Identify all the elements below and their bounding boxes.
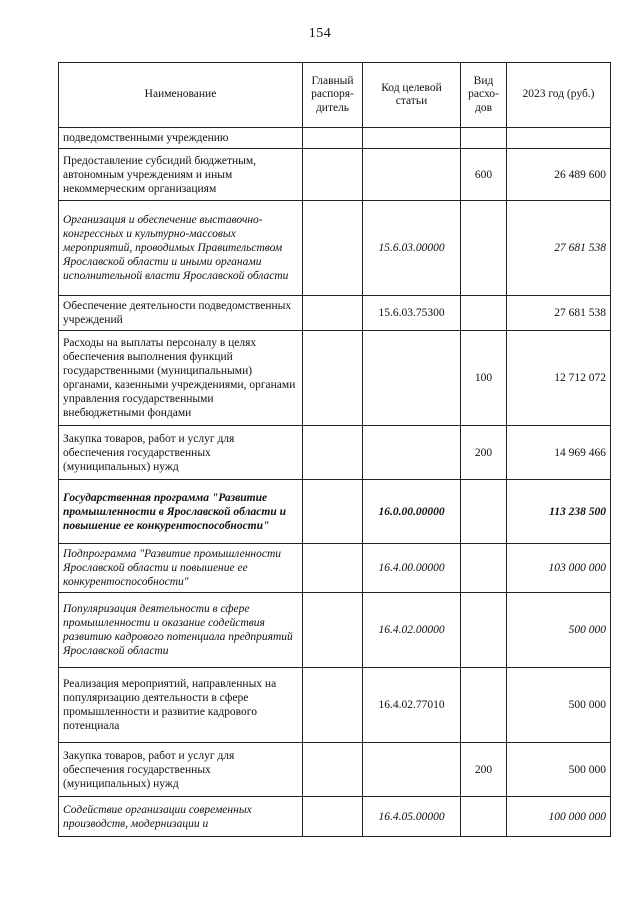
row-expense-type-cell: 600 <box>461 149 507 201</box>
row-amount-cell: 500 000 <box>507 593 611 668</box>
row-target-code-cell: 15.6.03.00000 <box>363 201 461 296</box>
row-expense-type-cell <box>461 797 507 837</box>
row-amount-cell: 103 000 000 <box>507 544 611 593</box>
row-chief-manager-cell <box>303 128 363 149</box>
row-amount-cell: 500 000 <box>507 743 611 797</box>
header-chief-manager: Главный распоря-дитель <box>303 63 363 128</box>
header-year-amount: 2023 год (руб.) <box>507 63 611 128</box>
row-expense-type-cell <box>461 296 507 331</box>
row-name-cell: Реализация мероприятий, направленных на популяризацию деятельности в сфере промышленности и развитие кадрового потенциала <box>59 668 303 743</box>
row-target-code-cell <box>363 128 461 149</box>
row-chief-manager-cell <box>303 668 363 743</box>
row-amount-cell: 26 489 600 <box>507 149 611 201</box>
table-row <box>59 480 611 544</box>
row-target-code-cell: 16.4.02.00000 <box>363 593 461 668</box>
row-target-code-cell: 16.4.02.77010 <box>363 668 461 743</box>
table-header-row <box>59 63 611 128</box>
table-row <box>59 296 611 331</box>
row-target-code-cell: 16.0.00.00000 <box>363 480 461 544</box>
row-target-code-cell: 16.4.00.00000 <box>363 544 461 593</box>
row-name-cell: подведомственными учреждению <box>59 128 303 149</box>
row-name-cell: Обеспечение деятельности подведомственных учреждений <box>59 296 303 331</box>
budget-table <box>58 62 611 837</box>
row-chief-manager-cell <box>303 296 363 331</box>
row-target-code-cell <box>363 426 461 480</box>
row-target-code-cell <box>363 149 461 201</box>
row-name-cell: Организация и обеспечение выставочно-конгрессных и культурно-массовых мероприятий, проводимых Правительством Ярославской области и иными органами исполнительной власти Ярославской области <box>59 201 303 296</box>
row-name-cell: Закупка товаров, работ и услуг для обеспечения государственных (муниципальных) нужд <box>59 743 303 797</box>
row-amount-cell <box>507 128 611 149</box>
row-chief-manager-cell <box>303 149 363 201</box>
table-row <box>59 797 611 837</box>
row-chief-manager-cell <box>303 797 363 837</box>
row-name-cell: Популяризация деятельности в сфере промышленности и оказание содействия развитию кадрового потенциала предприятий Ярославской области <box>59 593 303 668</box>
row-expense-type-cell: 200 <box>461 426 507 480</box>
row-expense-type-cell <box>461 128 507 149</box>
row-amount-cell: 500 000 <box>507 668 611 743</box>
row-chief-manager-cell <box>303 593 363 668</box>
row-chief-manager-cell <box>303 480 363 544</box>
row-expense-type-cell <box>461 480 507 544</box>
table-row <box>59 743 611 797</box>
row-chief-manager-cell <box>303 201 363 296</box>
row-amount-cell: 100 000 000 <box>507 797 611 837</box>
header-name: Наименование <box>59 63 303 128</box>
table-row <box>59 128 611 149</box>
row-target-code-cell <box>363 743 461 797</box>
row-chief-manager-cell <box>303 426 363 480</box>
row-target-code-cell: 15.6.03.75300 <box>363 296 461 331</box>
row-amount-cell: 27 681 538 <box>507 296 611 331</box>
row-amount-cell: 27 681 538 <box>507 201 611 296</box>
table-row <box>59 201 611 296</box>
row-target-code-cell: 16.4.05.00000 <box>363 797 461 837</box>
row-amount-cell: 12 712 072 <box>507 331 611 426</box>
row-name-cell: Содействие организации современных производств, модернизации и <box>59 797 303 837</box>
row-chief-manager-cell <box>303 544 363 593</box>
table-row <box>59 331 611 426</box>
row-chief-manager-cell <box>303 743 363 797</box>
page-number: 154 <box>308 26 332 41</box>
row-name-cell: Расходы на выплаты персоналу в целях обеспечения выполнения функций государственными (муниципальными) органами, казенными учреждениями, органами управления государственными внебюджетными фондами <box>59 331 303 426</box>
table-row <box>59 149 611 201</box>
table-body <box>59 128 611 837</box>
table-row <box>59 668 611 743</box>
row-name-cell: Закупка товаров, работ и услуг для обеспечения государственных (муниципальных) нужд <box>59 426 303 480</box>
table-row <box>59 426 611 480</box>
header-expense-type: Вид расхо-дов <box>461 63 507 128</box>
row-name-cell: Предоставление субсидий бюджетным, автономным учреждениям и иным некоммерческим организациям <box>59 149 303 201</box>
row-amount-cell: 14 969 466 <box>507 426 611 480</box>
header-target-code: Код целевой статьи <box>363 63 461 128</box>
row-expense-type-cell <box>461 544 507 593</box>
row-expense-type-cell: 200 <box>461 743 507 797</box>
row-expense-type-cell <box>461 201 507 296</box>
row-expense-type-cell: 100 <box>461 331 507 426</box>
row-expense-type-cell <box>461 593 507 668</box>
row-target-code-cell <box>363 331 461 426</box>
row-name-cell: Подпрограмма "Развитие промышленности Ярославской области и повышение ее конкурентоспособности" <box>59 544 303 593</box>
row-expense-type-cell <box>461 668 507 743</box>
row-chief-manager-cell <box>303 331 363 426</box>
table-row <box>59 593 611 668</box>
table-row <box>59 544 611 593</box>
row-amount-cell: 113 238 500 <box>507 480 611 544</box>
row-name-cell: Государственная программа "Развитие промышленности в Ярославской области и повышение ее конкурентоспособности" <box>59 480 303 544</box>
